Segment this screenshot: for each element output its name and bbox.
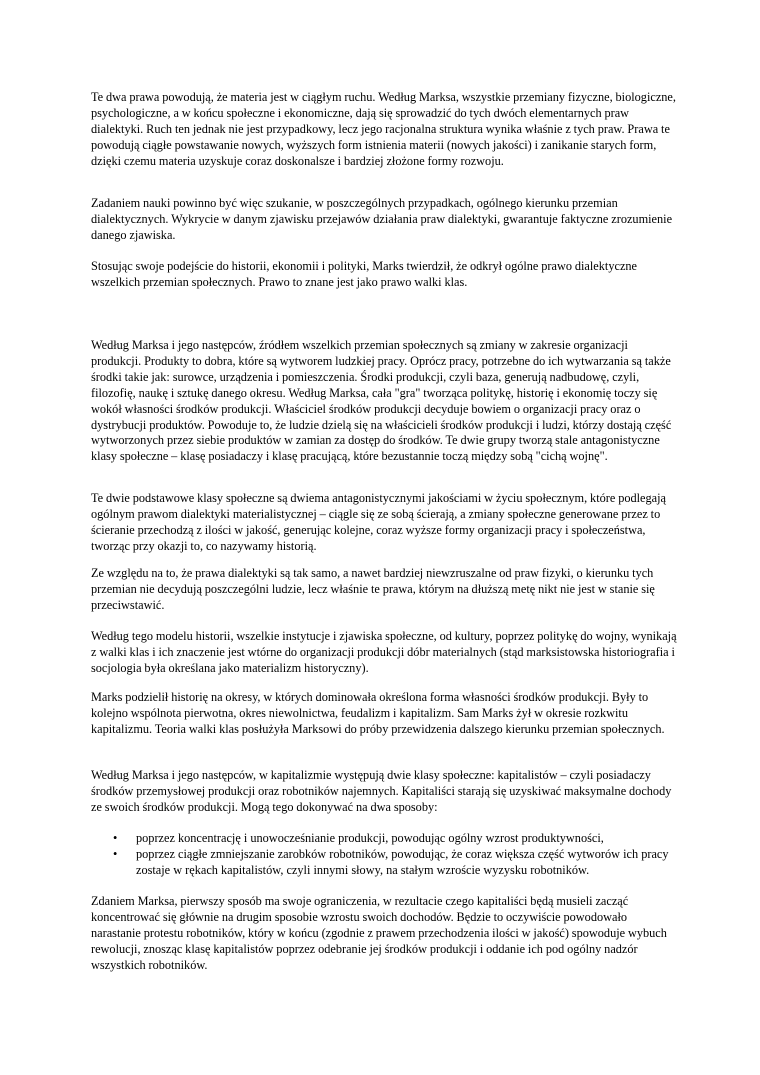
paragraph-dialectics-motion: Te dwa prawa powodują, że materia jest w ciągłym ruchu. Według Marksa, wszystkie przemiany fizyczne, biologiczne, psychologiczne, a w końcu społeczne i ekonomiczne, dają się sprowadzić do tych dwóch elementarnych praw dialektyki. Ruch ten jednak nie jest przypadkowy, lecz jego racjonalna struktura wynika właśnie z tych praw. Prawa te powodują ciągłe powstawanie nowych, wyższych form istnienia materii (nowych jakości) i zanikanie starych form, dzięki czemu materia uzyskuje coraz doskonalsze i bardziej złożone formy rozwoju.	[91, 90, 676, 168]
paragraph-historical-materialism: Według tego modelu historii, wszelkie instytucje i zjawiska społeczne, od kultury, poprzez politykę do wojny, wynikają z walki klas i ich znaczenie jest wtórne do organizacji produkcji dóbr materialnych (stąd marksistowska historiografia i socjologia była określana jako materializm historyczny).	[91, 629, 677, 675]
paragraph-science-task: Zadaniem nauki powinno być więc szukanie, w poszczególnych przypadkach, ogólnego kierunku przemian dialektycznych. Wykrycie w danym zjawisku przejawów działania praw dialektyki, gwarantuje faktyczne zrozumienie danego zjawiska.	[91, 196, 673, 242]
bullet-icon: •	[113, 846, 118, 861]
paragraph-class-struggle-law: Stosując swoje podejście do historii, ekonomii i polityki, Marks twierdził, że odkrył ogólne prawo dialektyczne wszelkich przemian społecznych. Prawo to znane jest jako prawo walki klas.	[91, 259, 638, 289]
bullet-icon: •	[113, 831, 118, 845]
paragraph-revolution-prediction: Zdaniem Marksa, pierwszy sposób ma swoje ograniczenia, w rezultacie czego kapitaliści będą musieli zacząć koncentrować się głównie na drugim sposobie wzrostu swoich dochodów. Będzie to oczywiście powodowało narastanie protestu robotników, który w końcu (zgodnie z prawem przechodzenia ilości w jakość) spowoduje wybuch rewolucji, znosząc klasę kapitalistów poprzez odebranie jej środków produkcji i oddanie ich pod ogólny nadzór wszystkich robotników.	[91, 894, 667, 972]
list-item-text: poprzez ciągłe zmniejszanie zarobków robotników, powodując, że coraz większa część wytworów ich pracy zostaje w rękach kapitalistów, czyli innymi słowy, na stałym wzroście wyzysku robotników.	[136, 846, 669, 877]
paragraph-antagonistic-classes: Te dwie podstawowe klasy społeczne są dwiema antagonistycznymi jakościami w życiu społecznym, które podlegają ogólnym prawom dialektyki materialistycznej – ciągle się ze sobą ścierają, a zmiany społeczne generowane przez to ścieranie przechodzą z ilości w jakość, generując kolejne, coraz wyższe formy organizacji pracy i społeczeństwa, tworząc przy okazji to, co nazywamy historią.	[91, 491, 666, 553]
income-methods-list	[91, 831, 679, 879]
list-item	[91, 847, 679, 879]
paragraph-capitalism-classes: Według Marksa i jego następców, w kapitalizmie występują dwie klasy społeczne: kapitalistów – czyli posiadaczy środków przemysłowej produkcji oraz robotników najemnych. Kapitaliści starają się uzyskiwać maksymalne dochody ze swoich środków produkcji. Mogą tego dokonywać na dwa sposoby:	[91, 768, 672, 814]
list-item	[91, 831, 679, 847]
paragraph-historical-periods: Marks podzielił historię na okresy, w których dominowała określona forma własności środków produkcji. Były to kolejno wspólnota pierwotna, okres niewolnictwa, feudalizm i kapitalizm. Sam Marks żył w okresie rozkwitu kapitalizmu. Teoria walki klas posłużyła Marksowi do próby przewidzenia dalszego kierunku przemian społecznych.	[91, 690, 665, 736]
paragraph-production-organization: Według Marksa i jego następców, źródłem wszelkich przemian społecznych są zmiany w zakresie organizacji produkcji. Produkty to dobra, które są wytworem ludzkiej pracy. Oprócz pracy, potrzebne do ich wytwarzania są także środki takie jak: surowce, urządzenia i pomieszczenia. Środki produkcji, czyli baza, generują nadbudowę, czyli, filozofię, naukę i sztukę danego okresu. Według Marksa, cała "gra" tworząca politykę, historię i ekonomię toczy się wokół własności środków produkcji. Właściciel środków produkcji decyduje bowiem o organizacji pracy oraz o dystrybucji produktów. Powoduje to, że ludzie dzielą się na właścicieli środków produkcji i ludzi, którzy dostają część wytworzonych przez siebie produktów w zamian za dostęp do środków. Te dwie grupy tworzą stale antagonistyczne klasy społeczne – klasę posiadaczy i klasę pracującą, które bezustannie toczą między sobą "cichą wojnę".	[91, 338, 672, 464]
paragraph-laws-of-dialectics: Ze względu na to, że prawa dialektyki są tak samo, a nawet bardziej niewzruszalne od praw fizyki, o kierunku tych przemian nie decydują poszczególni ludzie, lecz właśnie te prawa, którym na dłuższą metę nikt nie jest w stanie się przeciwstawić.	[91, 566, 655, 612]
list-item-text: poprzez koncentrację i unowocześnianie produkcji, powodując ogólny wzrost produktywności,	[136, 831, 604, 845]
